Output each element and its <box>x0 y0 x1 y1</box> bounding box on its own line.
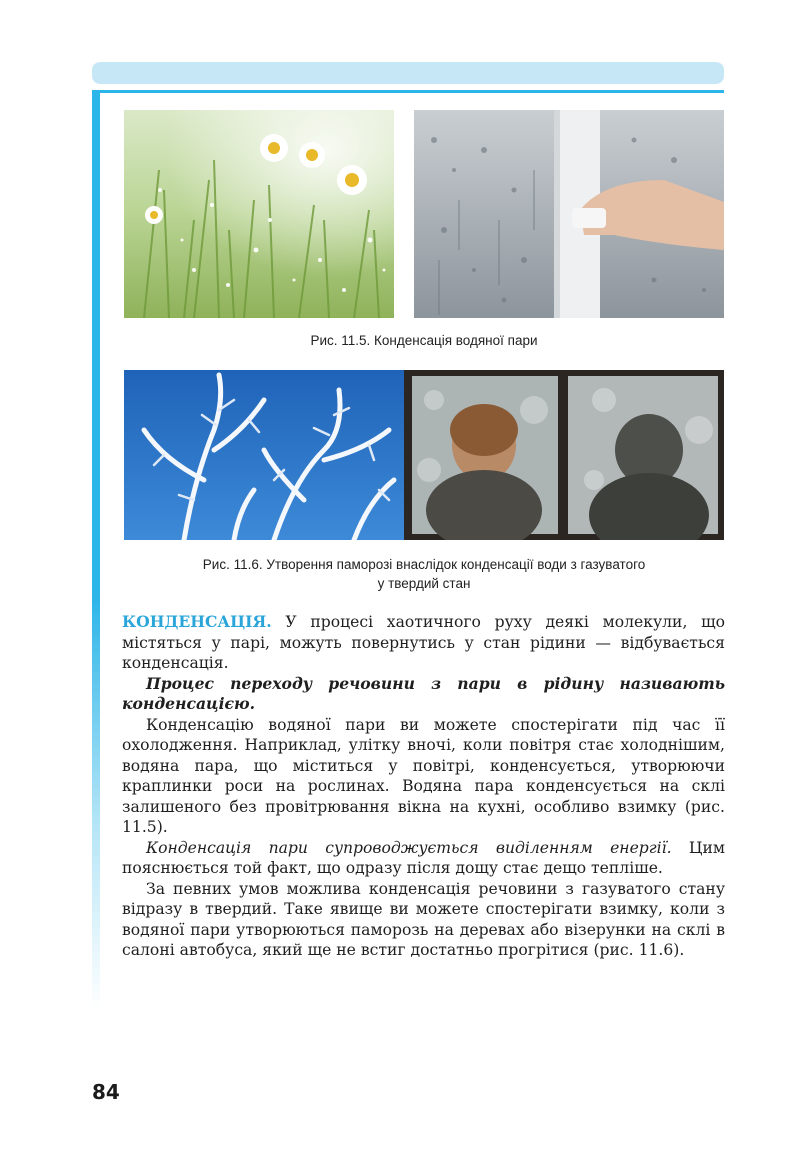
paragraph-3: Конденсацію водяної пари ви можете спостерігати під час її охолодження. Наприклад, улітку вночі, коли повітря стає холоднішим, водяна пара, що міститься у повітрі, конденсується, утворюючи краплинки роси на рослинах. Водяна пара конденсується на склі залишеного без провітрювання вікна на кухні, особливо взимку (рис. 11.5). <box>122 715 725 836</box>
section-keyword: КОНДЕНСАЦІЯ. <box>122 612 272 631</box>
window-condensation-photo <box>414 110 724 318</box>
figure-11-6-caption <box>124 555 724 593</box>
paragraph-condensation-intro <box>122 612 725 674</box>
dew-grass-photo <box>124 110 394 318</box>
definition-paragraph: Процес переходу речовини з пари в рідину називають конденсацією. <box>122 673 725 713</box>
energy-statement: Конденсація пари супроводжується виділенням енергії. <box>146 838 672 857</box>
body-text <box>122 612 725 961</box>
paragraph-1-text: У процесі хаотичного руху деякі молекули, що містяться у парі, можуть повернутись у стан рідини — відбувається конденсація. <box>122 613 725 672</box>
side-accent-bar <box>92 90 100 1010</box>
header-band <box>92 62 724 84</box>
page-number: 84 <box>92 1080 120 1104</box>
figure-11-6-caption-line1: Рис. 11.6. Утворення паморозі внаслідок конденсації води з газуватого <box>202 557 646 572</box>
frost-branches-photo <box>124 370 404 540</box>
frosted-bus-window-photo <box>404 370 724 540</box>
figure-11-5-caption: Рис. 11.5. Конденсація водяної пари <box>310 333 538 348</box>
figure-11-6-caption-line2: у твердий стан <box>377 576 471 591</box>
header-rule <box>92 90 724 93</box>
paragraph-5: За певних умов можлива конденсація речовини з газуватого стану відразу в твердий. Таке явище ви можете спостерігати взимку, коли з водяної пари утворюються паморозь на деревах або візерунки на склі в салоні автобуса, який ще не встиг достатньо прогрітися (рис. 11.6). <box>122 879 725 959</box>
paragraph-4 <box>122 838 725 879</box>
paragraph-4-text: Цим пояснюється той факт, що одразу після дощу стає дещо тепліше. <box>122 838 725 877</box>
